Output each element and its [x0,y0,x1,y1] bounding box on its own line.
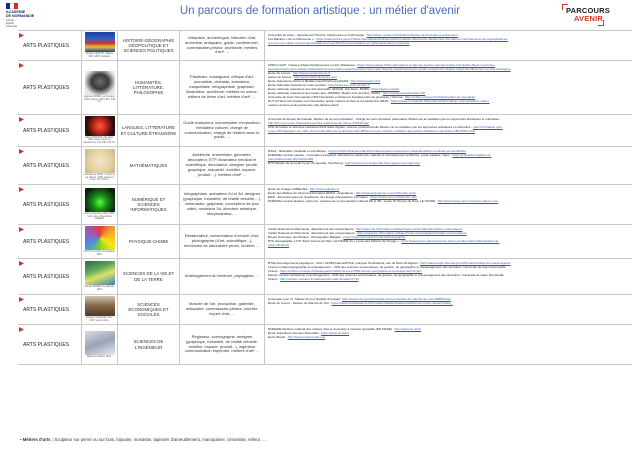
formations-cell [265,259,632,294]
artwork-image [85,149,115,173]
artwork-caption: Léonard de VINCI, L'Homme de Vitruve, 1490, plume et encre, 34 x 24 cm. [84,172,115,182]
formation-line[interactable]: Les Masters « Art et Patrimoine » : https://www.culture.gouv.fr/Sites-thematiques/Architecture/Formations-Recherche-Metiers/Les-formations-d-architecte-et-de-paysagiste/Les- [268,37,509,41]
formation-line[interactable]: École nationale supérieure des beaux-arts, (ENSBA), Beaux-Arts de Paris, PARIS : https://www.beauxartsparis.fr/fr [268,91,426,95]
category-cell [18,325,82,364]
table-row [18,61,632,115]
brand-line-2: AVENIR [574,14,603,23]
domain-cell [118,115,180,146]
category-label: ARTS PLASTIQUES [23,42,70,49]
category-cell [18,147,82,184]
footnote-bullet-icon: ▪ [20,437,23,442]
domain-cell [118,31,180,60]
table-row [18,185,632,225]
artwork-image [85,71,115,95]
formation-line[interactable]: École Supérieure des Arts Décoratifs : https://www.ensad.fr [268,331,349,335]
arrow-icon [19,33,24,38]
arrow-icon [19,149,24,154]
formation-line[interactable]: rouen.fr/fr/catalogue-de-l-offre-de-formation/licence-professionnelle-DP/licence-pro-metiers-mediation-approches-artistiques-culturelles-IJ5KTI6HA.html [268,129,475,133]
metiers-text: Architecte, ensemblier, géomètre, décorateur, ETP, illustrateur médical et scientifique, décorateur, designer (mode, graphique, industriel, mobilier, espace, produit ...), métiers d'art* ... [185,152,259,177]
metiers-cell [180,147,265,184]
artwork-cell [82,31,118,60]
formation-line[interactable]: EESI - École Européenne Supérieure de l'Image d'Angoulême et Poitiers : https://www.eesi.eu/site/index.php [268,195,417,199]
formation-line[interactable]: Université de Rouen Normandie, Métiers de la communication : chargé de communication partenariat, Métiers de la médiation par les approches artistiques et culturelles : [268,117,501,121]
category-cell [18,31,82,60]
table-row [18,31,632,61]
artwork-image [85,188,115,212]
formation-line[interactable]: DNMADE mention Espace, parcours, espaces de communication virtuels 2D et 3D - Lycée St Vincent de Paul, LE HAVRE : http://www.lycee-saint-vincent-le-havre.com/ [268,199,499,203]
academy-motto: Liberté Égalité Fraternité [6,19,18,28]
table-row [18,147,632,185]
arrow-icon [19,261,24,266]
category-label: ARTS PLASTIQUES [23,127,70,134]
metiers-cell [180,325,265,364]
artwork-cell [82,325,118,364]
metiers-cell [180,185,265,224]
formation-line[interactable]: École des Métiers du Cinéma d'Animation EMCA - Angoulême : http://www.angouleme-emca.fr/fr/index.aspx [268,191,416,195]
formation-line[interactable]: http://lsh.univ-rouen.fr/departement-des-metiers-de-la-culture-278346.kjsp [268,121,370,125]
domain-label: HISTOIRE-GÉOGRAPHIE GÉOPOLITIQUE ET SCIENCES POLITIQUES [122,37,175,54]
domain-label: NUMÉRIQUE ET SCIENCES INFORMATIQUES [130,196,167,213]
formation-line[interactable]: photo-distance/ [268,243,290,247]
formation-line[interactable]: metiers-du-livre-et-du-patrimoine-mlp-diplome-bac2 [268,103,339,107]
artwork-image [85,32,115,52]
arrow-icon [19,327,24,332]
formation-line[interactable]: École Boulle : http://www.ecole-boulle.org [268,335,325,339]
metiers-text: Aménagement du territoire, paysagiste, ... [184,273,260,279]
metiers-text: Infographiste, animateur 2d et 3d, designer (graphique, industriel, de réalité virtuelle,...), webmaster, graphiste, concepteur de jeux vidéo, modeleur 3d, directeur artistique, storyboardeur, ... [183,191,261,216]
formation-line[interactable]: Brevet Technique des Métiers : Photographe Bailgian : https://www.campus3.fr/metiers/photographie [268,235,406,239]
category-cell [18,185,82,224]
artwork-cell [82,115,118,146]
artwork-cell [82,61,118,114]
domain-cell [118,225,180,258]
category-label: ARTS PLASTIQUES [23,306,70,313]
formation-line[interactable]: DSAA : Illustration médicale et scientifique : http://medias.lbsikstemedia.fr/formation/etudes-superieures-dsaa-illustration-medicale-et-scientifique [268,149,466,153]
category-cell [18,259,82,294]
domain-cell [118,325,180,364]
category-label: ARTS PLASTIQUES [23,162,70,169]
domain-cell [118,147,180,184]
domain-label: HUMANITÉS, LITTÉRATURE, PHILOSOPHIE [133,79,164,96]
artwork-image [85,331,115,355]
category-cell [18,295,82,324]
metiers-text: Marché de l'art, production, galeriste, antiquaire, commissaire-priseur, courtier, expert d'art, ... [185,301,259,316]
metiers-cell [180,259,265,294]
metiers-cell [180,225,265,258]
artwork-caption: Antony Gormley, Field, 1991, terre cuite, dimensions variables. [84,211,115,221]
metiers-text: Urbaniste, archéologue, historien d'art, archiviste, antiquaire, guide, conférencier, commissaire-priseur, architecte, métiers d'art* ... [185,34,259,55]
formation-line[interactable]: École du Louvre : http://www.ecoledulouvre.fr [268,71,331,75]
domain-cell [118,295,180,324]
artwork-image [85,116,115,136]
parcours-avenir-logo [562,4,610,26]
domain-label: MATHÉMATIQUES [129,162,168,168]
formation-line[interactable]: superieures/les-cpes-classes-preparatoires-aux-etudes-superieures/les-cpes-caap-classes-preparatoires-aux-etudes-superieures-classe-d-approfondissement-en-arts-plastiques [268,67,511,71]
formation-line[interactable]: École Supérieure d'Arts et Médias Caen/Cherbourg ESAM : http://www.esam-c2.fr [268,79,381,83]
formation-line[interactable]: Master mention Urbanisme et aménagement - UFR des sciences économiques, de gestion, de géographie et d'aménagement des territoires, Université de Caen Normandie [268,273,504,277]
artwork-cell [82,185,118,224]
formation-line[interactable]: Licence matériel géographie et aménagement - UFR des sciences économiques, de gestion, de géographie et d'aménagement des territoires, Université de Caen Normandie [268,265,506,269]
brand-line-1: PARCOURS [566,6,610,15]
formation-line[interactable]: UFR de lettres et sciences humaines Mont Saint-Aignan, Licence professionnelle Métiers de la médiation par les approches artistiques et culturelles : https://formation.univ- [268,125,503,129]
artwork-image [85,296,115,316]
artwork-image [85,226,115,250]
domain-cell [118,185,180,224]
formation-line[interactable]: DNMADE Diplôme national des métiers d'art et du design à mention spécialité (DN MADE) : http://www.ac.nrt.fr/ [268,327,422,331]
artwork-caption: Auguste RODIN, Le Penseur, 1903, bronze, 180 x 98 x 145 cm. [83,94,116,104]
category-cell [18,61,82,114]
category-label: ARTS PLASTIQUES [23,238,70,245]
domain-cell [118,61,180,114]
formation-line[interactable]: École du Louvre : Métiers du Marché de l'Art : https://www.ecoledulouvre.fr/formations/ateliers/ateliers/de/licence-cycle-master/master_ [268,301,453,305]
formations-cell [265,295,632,324]
artwork-cell [82,295,118,324]
category-cell [18,225,82,258]
table-row [18,225,632,259]
formation-line[interactable]: BTSA Aménagements paysagers - CFA / CFPPA Nature/POLE, Campus Horticultural, site de Mont-St-Aignan : http://natusrouple.hbl-campus.fr/formations/bfa/mont-saint-aignan/ [268,261,511,265]
formation-line[interactable]: normandie.fr/spip.php?article466 [268,157,314,161]
metiers-text: Régisseur, scénographe, designer (graphique, industriel, de réalité virtuelle, mobilier, espace, produit...), ingénieur communication imprimée, métiers d'art* ... [184,333,260,354]
artwork-caption: Alighiero BOETTI, Mappa, 1971-1972, broderie. [85,52,114,59]
formation-line[interactable]: École de l'image GOBELINS : http://www.gobelins.fr [268,187,340,191]
formation-line[interactable]: Institut National du Patrimoine, département des conservateurs : https://www.inp.fr/formation-initiale/choisir-sa-formation/formation-conservateurs [268,231,467,235]
category-label: ARTS PLASTIQUES [23,201,70,208]
domain-label: SCIENCES ÉCONOMIQUES ET SOCIALES [128,301,169,318]
metiers-cell [180,295,265,324]
metiers-cell [180,31,265,60]
table-row [18,259,632,295]
artwork-image [85,261,115,285]
category-cell [18,115,82,146]
formation-line[interactable]: (Caen) : https://uniform.unicaen.fr/catalogue/formation/licence/7682-licence-geographie-et-amenagement?s=&r= [268,269,422,273]
formation-line[interactable]: Université Lyon III : Master droit et fiscalité du travail : http://www.univ-lyon3.fr/master-droit-et-fiscalite-du-marche-de-l-art-286889.kjsp [268,297,451,301]
arrow-icon [19,117,24,122]
formations-cell [265,325,632,364]
artwork-cell [82,147,118,184]
artwork-caption: Jacques VILLEGLÉ, Rue, 2017, acier cortex. [85,316,114,323]
formation-line[interactable]: (Caen) : http://uniform.unicaen.fr/catalogue/formation/master/7714 [268,277,359,281]
artwork-cell [82,259,118,294]
academy-logo-text: ACADÉMIE DE NORMANDIE [6,10,35,18]
formations-cell [265,185,632,224]
formation-line[interactable]: École Nationale Supérieure Louis Lumière : http://www.ens-louis-lumiere.fr [268,83,370,87]
arrow-icon [19,187,24,192]
page-header [0,0,640,30]
formation-line[interactable]: CPES-CAAP : Classes d'Approfondissement en Arts Plastiques : https://www.onisep.fr/formation/apres-le-bac-les-etudes-superieures/les-principales-filieres-d-etudes- [268,63,495,67]
metiers-text: Plasticien, enseignant, critique d'art, journaliste, cinéaste, animateur, maquettiste, infographiste, graphiste, illustrateur, architecte, métiers en scène, éditeur de livres d'art, métiers d'art*, ... [186,74,258,99]
metiers-cell [180,115,265,146]
metiers-text: Restaurateur, conservateur d'oeuvre d'art, photographe (d'art, scientifique...), technicien de laboratoire photo, lumière, ... [184,233,260,248]
domain-label: PHYSIQUE-CHIMIE [128,238,169,244]
formation-line[interactable]: École nationale supérieure des arts décoratifs, ENSAD, arts Déco, PARIS : https://www.ensad.fr [268,87,400,91]
formations-cell [265,225,632,258]
domain-label: SCIENCES DE LA VIE ET DE LA TERRE [122,271,175,282]
formation-line[interactable]: Université de Caen : département Histoire, Patrimoines et Archéologie : http://uface.unicaen.fr/discipline/histoire-archeologie-et-patrimoine/ [268,33,458,37]
artwork-caption: Bianca LL Babel, 2013. [87,354,112,358]
domain-label: LANGUES, LITTÉRATURE ET CULTURE ÉTRANGÈRE [120,125,177,136]
metiers-cell [180,61,265,114]
formation-line[interactable]: Atelier de Sèvres : http://www.atelierdesevres.com [268,75,337,79]
formations-cell [265,147,632,184]
domain-cell [118,259,180,294]
arrow-icon [19,297,24,302]
table-row [18,325,632,365]
arrow-icon [19,63,24,68]
formations-cell [265,31,632,60]
metiers-text: Guide traducteur, commissaire d'exposition, médiateur culturel, chargé de communication, chargé de relation avec le public, ... [183,119,261,140]
footnote-text: Sculpteur sur pierre ou sur bois, bijoutier, mosaïste, tapissier d'ameublement, maroquinier, céramiste, relieur, ... [54,437,266,442]
category-label: ARTS PLASTIQUES [23,341,70,348]
category-label: ARTS PLASTIQUES [23,84,70,91]
formation-line[interactable]: DUT la Havre Information-communication option métiers du livre et du patrimoine (MLP) : https://iutelo.normandie.fr/formations/information-communication-option- [268,99,490,103]
table-row [18,115,632,147]
arrow-icon [19,227,24,232]
formations-cell [265,61,632,114]
artwork-caption: Mona HATOUM, Hot Spot, 2013, acier, néons et caoutchouc, 172 x 80 x 80 cm. [83,135,116,145]
category-label: ARTS PLASTIQUES [23,273,70,280]
formation-line[interactable]: Université de Caen Normandie (UFR Humanités et Sciences Sociales) Arts du spectacle / Cinéma : https://uface.unicaen.fr/discipline/arts-du-spectacle/ [268,95,476,99]
table-row [18,295,632,325]
formation-line[interactable]: cursus-et-les-diplomes/Les-specialisations-en-architecture/Les-masters-en-partenariat-avec-l-universite [268,41,410,45]
footnote [20,437,266,442]
formation-line[interactable]: Institut National du Patrimoine, département des restaurateurs : http://www.inp.fr/formation-initiale/choisir-sa-formation/formation-restaurateurs [268,227,463,231]
footnote-label: Métiers d'arts : [22,437,54,442]
formation-table [18,30,632,365]
domain-label: SCIENCES DE L'INGÉNIEUR [133,339,164,350]
formation-line[interactable]: DNMADE mention espace : conception d'espaces valorisant le patrimoine matériel et immatériel des territoires, Lycée Laplace, Caen : https://lcolaplace-laplace.ac- [268,153,492,157]
artwork-cell [82,225,118,258]
artwork-caption: Claude MONET, Nymphéas, 1916. [84,285,115,291]
formation-line[interactable]: BTS photographie L.P.P. Saint Vincent de Paul, LE HAVRE dit « Lycée des Métiers de l'Image » : https://www.lycee-saint-vincent-le-havre.com/formations/bts/metiers-de- [268,239,500,243]
formation-line[interactable]: BTS Métiers de la mode Lycée Tocqueville, Cherbourg : http://www.lycee-tocqueville.fr/enseignement-superieur [268,161,421,165]
formations-cell [265,115,632,146]
page-title: Un parcours de formation artistique : un métier d'avenir [179,5,461,17]
artwork-caption: GIOTTO, Cercle chromatique, 1910. [83,250,116,256]
